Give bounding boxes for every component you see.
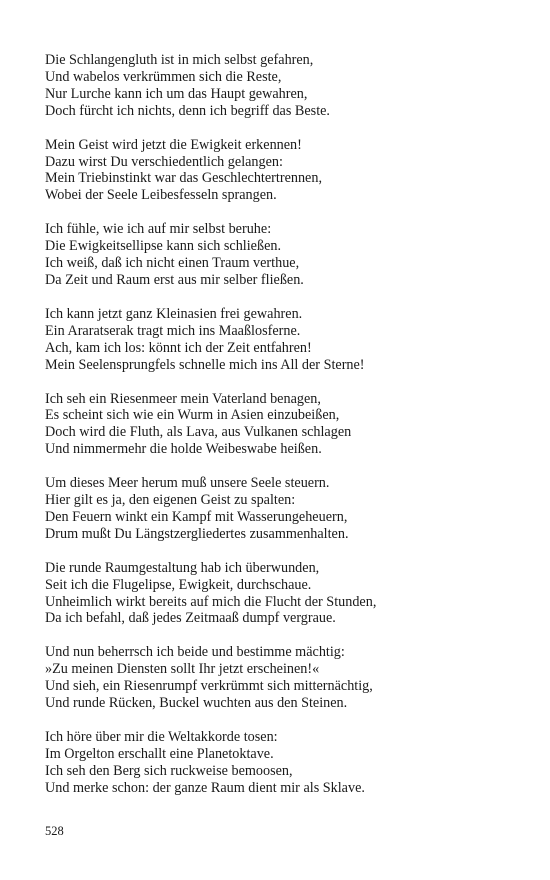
verse-line: Ich seh den Berg sich ruckweise bemoosen, [45, 762, 293, 779]
verse-line: Doch wird die Fluth, als Lava, aus Vulkanen schlagen [45, 424, 352, 441]
verse-line: Doch fürcht ich nichts, denn ich begriff das Beste. [45, 102, 330, 119]
verse-line: Um dieses Meer herum muß unsere Seele steuern. [45, 475, 330, 492]
verse-line: Dazu wirst Du verschiedentlich gelangen: [45, 153, 283, 170]
verse-line: Ich weiß, daß ich nicht einen Traum verthue, [45, 255, 300, 272]
verse-line: Mein Geist wird jetzt die Ewigkeit erkennen! [45, 136, 302, 153]
verse-line: Den Feuern winkt ein Kampf mit Wasserungeheuern, [45, 508, 348, 525]
verse-line: Ich seh ein Riesenmeer mein Vaterland benagen, [45, 390, 321, 407]
stanza-3 [45, 221, 525, 289]
stanza-1 [45, 52, 525, 120]
stanza-6 [45, 475, 525, 543]
stanza-4 [45, 306, 525, 374]
verse-line: Drum mußt Du Längstzergliedertes zusammenhalten. [45, 525, 349, 542]
verse-line: Mein Triebinstinkt war das Geschlechtertrennen, [45, 170, 322, 187]
verse-line: Hier gilt es ja, den eigenen Geist zu spalten: [45, 492, 296, 509]
verse-line: Ein Araratserak tragt mich ins Maaßlosferne. [45, 322, 301, 339]
verse-line: Im Orgelton erschallt eine Planetoktave. [45, 745, 274, 762]
verse-line: Ich fühle, wie ich auf mir selbst beruhe: [45, 221, 272, 238]
poem-page [45, 52, 525, 814]
verse-line: Es scheint sich wie ein Wurm in Asien einzubeißen, [45, 407, 340, 424]
verse-line: Und wabelos verkrümmen sich die Reste, [45, 68, 282, 85]
stanza-9 [45, 729, 525, 797]
verse-line: Und nun beherrsch ich beide und bestimme mächtig: [45, 644, 345, 661]
verse-line: Die Schlangengluth ist in mich selbst gefahren, [45, 52, 314, 68]
verse-line: Wobei der Seele Leibesfesseln sprangen. [45, 187, 277, 204]
verse-line: Die Ewigkeitsellipse kann sich schließen. [45, 238, 282, 255]
verse-line: Die runde Raumgestaltung hab ich überwunden, [45, 559, 320, 576]
stanza-7 [45, 560, 525, 628]
verse-line: Ach, kam ich los: könnt ich der Zeit entfahren! [45, 339, 312, 356]
verse-line: Da ich befahl, daß jedes Zeitmaaß dumpf vergraue. [45, 610, 336, 627]
page-number: 528 [45, 824, 64, 838]
verse-line: Und nimmermehr die holde Weibeswabe heißen. [45, 441, 322, 458]
verse-line: Und merke schon: der ganze Raum dient mir als Sklave. [45, 779, 365, 796]
verse-line: Mein Seelensprungfels schnelle mich ins All der Sterne! [45, 356, 365, 373]
stanza-8 [45, 644, 525, 712]
verse-line: Nur Lurche kann ich um das Haupt gewahren, [45, 85, 308, 102]
verse-line: Da Zeit und Raum erst aus mir selber fließen. [45, 271, 304, 288]
stanza-2 [45, 137, 525, 205]
verse-line: Ich höre über mir die Weltakkorde tosen: [45, 729, 278, 745]
verse-line: Ich kann jetzt ganz Kleinasien frei gewahren. [45, 305, 303, 322]
verse-line: Unheimlich wirkt bereits auf mich die Flucht der Stunden, [45, 593, 377, 610]
stanza-5 [45, 391, 525, 459]
verse-line: Und sieh, ein Riesenrumpf verkrümmt sich mitternächtig, [45, 678, 373, 695]
verse-line: »Zu meinen Diensten sollt Ihr jetzt erscheinen!« [45, 661, 320, 678]
verse-line: Und runde Rücken, Buckel wuchten aus den Steinen. [45, 695, 348, 712]
verse-line: Seit ich die Flugelipse, Ewigkeit, durchschaue. [45, 576, 312, 593]
